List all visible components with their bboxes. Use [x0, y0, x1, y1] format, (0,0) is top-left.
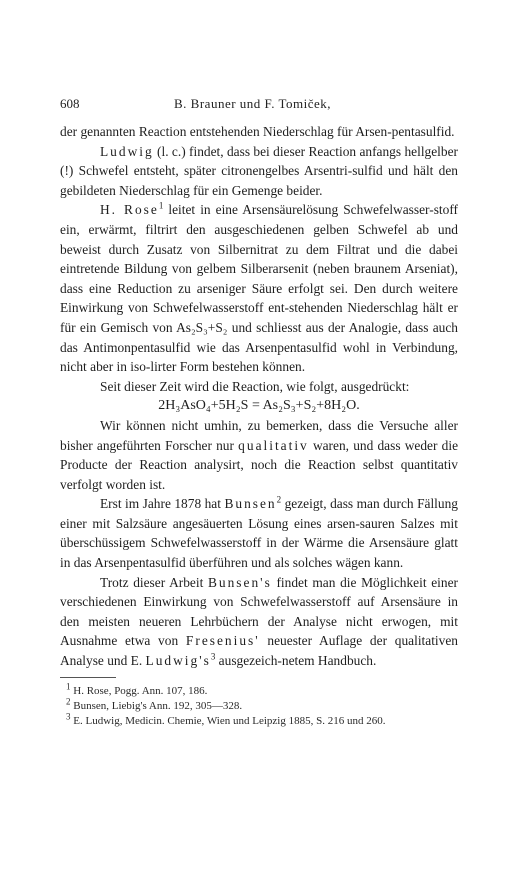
paragraph-4: Seit dieser Zeit wird die Reaction, wie folgt, ausgedrückt: [100, 378, 410, 394]
footnote-ref: 1 [158, 200, 164, 211]
paragraph-text: waren, und dass weder die Producte der Reaction analysirt, noch die Reaction selbst quantitativ verfolgt worden ist. [60, 437, 459, 492]
footnote-text: E. Ludwig, Medicin. Chemie, Wien und Leipzig 1885, S. 216 und 260. [73, 714, 386, 727]
author-name: H. Rose [100, 202, 159, 218]
paragraph-1: der genannten Reaction entstehenden Niederschlag für Arsen-pentasulfid. [60, 124, 455, 139]
footnote-ref: 3 [210, 651, 216, 662]
footnote-divider [60, 677, 116, 678]
footnotes [60, 680, 458, 729]
footnote-ref: 2 [276, 494, 282, 505]
paragraph-text: Wir können nicht umhin, zu bemerken, dass die Versuche aller bisher angeführten Forscher nur [60, 417, 458, 453]
footnote-3 [60, 710, 458, 729]
running-header [60, 96, 460, 116]
running-head: B. Brauner und F. Tomiček, [174, 96, 332, 111]
paragraph-text: (l. c.) findet, dass bei dieser Reaction anfangs hellgelber (!) Schwefel entsteht, später citronengelbes Arsentri-sulfid und hält den gebildeten Niederschlag für ein Gemenge beider. [60, 143, 458, 198]
paragraph-text: gezeigt, dass man durch Fällung einer mit Salzsäure angesäuerten Lösung eines arsen-sauren Salzes mit überschüssigem Schwefelwasserstoff in der Wärme die Arsensäure glatt in das Arsenpentasulfid überführen und als solches wägen kann. [60, 496, 458, 571]
page-number: 608 [60, 96, 80, 111]
emphasis: qualitativ [238, 437, 309, 453]
paragraph-3 [60, 200, 458, 376]
paragraph-2 [60, 142, 458, 201]
paragraph-7 [60, 573, 458, 671]
paragraph-text: ausgezeich-netem Handbuch. [215, 653, 377, 669]
paragraph-text: findet man die Möglichkeit einer verschiedenen Einwirkung von Schwefelwasserstoff auf Arsensäure in den meisten neueren Lehrbüchern der Analyse nicht erwogen, mit Ausnahme etwa von [60, 574, 458, 649]
footnote-mark: 1 [66, 680, 71, 691]
paragraph-text: leitet in eine Arsensäurelösung Schwefelwasser-stoff ein, erwärmt, filtrirt den ausgeschiedenen gelben Schwefel ab und beweist durch Zusatz von Silbernitrat zu dem Filtrat und die dabei eintretende Bildung von gelbem Silberarsenit (neben braunem Arseniat), dass eine Reduction zu arseniger Säure erfolgt sei. Den durch weitere Einwirkung von Schwefelwasserstoff ent-stehenden Niederschlag hält er für ein Gemisch von As₂S₃+S₂ und schliesst aus der Analogie, dass auch das Antimonpentasulfid wie das Arsenpentasulfid wohl in Verbindung, nicht aber in iso-lirter Form bestehen können. [60, 202, 458, 375]
footnote-2 [60, 695, 458, 714]
body-text [60, 122, 458, 729]
paragraph-text: Erst im Jahre 1878 hat [100, 496, 225, 512]
paragraph-text: Trotz dieser Arbeit [100, 574, 208, 590]
chemical-equation: 2H₃AsO₄+5H₂S = As₂S₃+S₂+8H₂O. [158, 398, 360, 414]
author-name: Fresenius' [185, 633, 260, 649]
author-name: Ludwig [100, 143, 154, 159]
footnote-mark: 3 [66, 710, 71, 721]
footnote-text: H. Rose, Pogg. Ann. 107, 186. [73, 684, 208, 697]
footnote-text: Bunsen, Liebig's Ann. 192, 305—328. [73, 699, 243, 712]
footnote-1 [60, 680, 458, 699]
paragraph-6 [60, 494, 458, 572]
author-name: Bunsen [224, 496, 277, 512]
paragraph-5 [60, 416, 458, 494]
footnote-mark: 2 [66, 695, 71, 706]
author-name: Bunsen's [207, 574, 272, 590]
author-name: Ludwig's [145, 653, 211, 669]
paragraph-text: neuester Auflage der qualitativen Analyse und E. [60, 633, 458, 669]
